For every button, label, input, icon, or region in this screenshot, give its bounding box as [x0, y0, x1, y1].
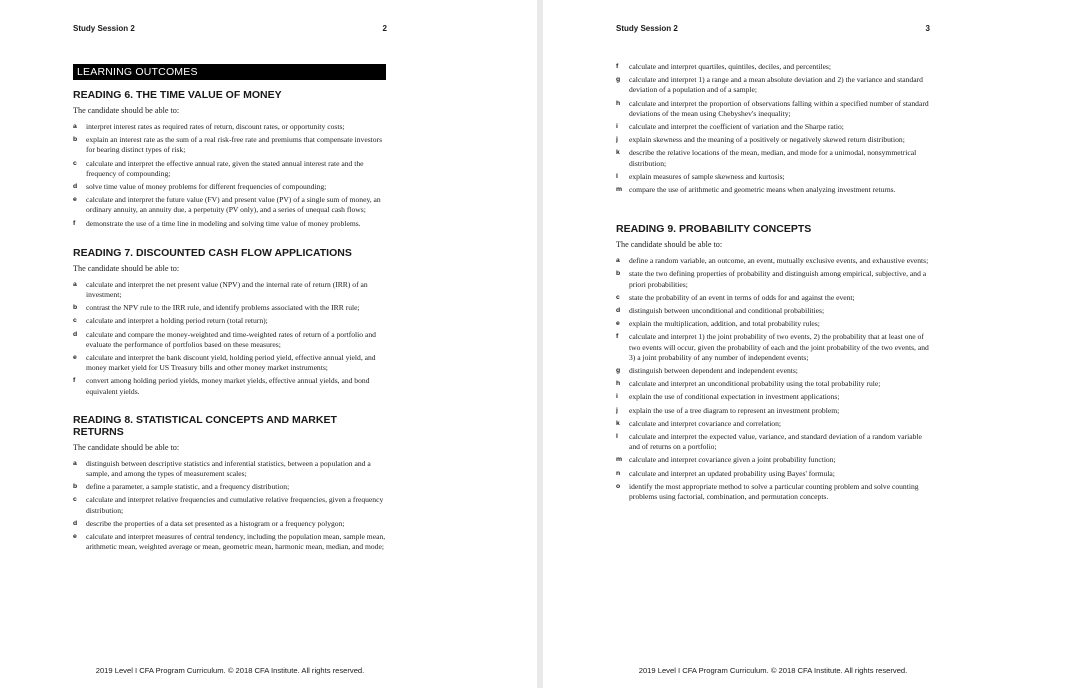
outcome-item: [73, 482, 386, 492]
outcome-letter: c: [73, 159, 77, 167]
outcome-item: [73, 122, 386, 132]
outcome-item: [73, 135, 386, 155]
outcome-item: [73, 376, 386, 396]
continued-outcome-list: [616, 62, 929, 195]
outcome-text: demonstrate the use of a time line in modeling and solving time value of money problems.: [86, 218, 361, 228]
outcome-item: [616, 379, 929, 389]
outcome-text: identify the most appropriate method to solve a particular counting problem and solve counting problems using factorial, combination, and permutation concepts.: [629, 481, 919, 502]
outcome-letter: k: [616, 419, 620, 427]
page-footer: 2019 Level I CFA Program Curriculum. © 2018 CFA Institute. All rights reserved.: [95, 666, 365, 675]
outcome-item: [73, 195, 386, 215]
outcome-text: calculate and interpret quartiles, quintiles, deciles, and percentiles;: [629, 62, 831, 71]
outcome-item: [73, 182, 386, 192]
outcome-item: [73, 316, 386, 326]
outcome-letter: a: [73, 123, 77, 130]
outcome-item: [616, 185, 929, 195]
outcome-letter: a: [73, 280, 77, 288]
running-header: [73, 24, 387, 33]
outcome-item: [73, 159, 386, 179]
outcome-text: explain the use of a tree diagram to represent an investment problem;: [629, 405, 840, 415]
outcome-text: contrast the NPV rule to the IRR rule, and identify problems associated with the IRR rule;: [86, 303, 360, 313]
outcome-letter: h: [616, 380, 621, 388]
outcome-item: [73, 330, 386, 350]
outcome-item: [616, 306, 929, 316]
outcome-letter: f: [73, 219, 76, 227]
reading-title: READING 6. THE TIME VALUE OF MONEY: [73, 89, 282, 101]
outcome-item: [616, 482, 929, 502]
outcome-letter: k: [616, 149, 620, 157]
reading-7: [73, 247, 386, 397]
outcome-text: explain skewness and the meaning of a positively or negatively skewed return distribution;: [629, 135, 905, 145]
outcome-item: [616, 62, 929, 72]
outcome-item: [73, 353, 386, 373]
outcome-letter: a: [616, 257, 620, 265]
outcome-text: distinguish between dependent and independent events;: [629, 366, 798, 376]
reading-9: [616, 223, 929, 502]
outcome-letter: b: [616, 270, 621, 278]
outcome-item: [73, 495, 386, 515]
learning-outcomes-banner: LEARNING OUTCOMES: [73, 64, 386, 80]
header-title: Study Session 2: [616, 24, 678, 33]
outcome-text: distinguish between unconditional and conditional probabilities;: [629, 306, 825, 316]
outcome-letter: c: [616, 293, 620, 301]
outcome-letter: i: [616, 123, 618, 131]
outcome-letter: g: [616, 76, 621, 84]
outcome-text: explain measures of sample skewness and kurtosis;: [629, 171, 785, 181]
outcome-list: [73, 122, 386, 229]
outcome-item: [616, 256, 929, 266]
outcome-letter: c: [73, 496, 77, 504]
outcome-text: calculate and interpret the net present value (NPV) and the internal rate of return (IRR) of an investment;: [86, 279, 368, 300]
outcome-item: [616, 469, 929, 479]
outcome-letter: g: [616, 367, 621, 375]
outcome-text: explain an interest rate as the sum of a real risk-free rate and premiums that compensate investors for bearing distinct types of risk;: [86, 135, 383, 155]
reading-intro: The candidate should be able to:: [73, 106, 180, 115]
outcome-text: calculate and interpret covariance given a joint probability function;: [629, 455, 836, 465]
outcome-letter: j: [616, 406, 618, 414]
outcome-text: calculate and compare the money-weighted and time-weighted rates of return of a portfolio and evaluate the performance of portfolios based on these measures;: [86, 329, 376, 349]
outcome-text: calculate and interpret an unconditional probability using the total probability rule;: [629, 379, 881, 389]
reading-title: READING 9. PROBABILITY CONCEPTS: [616, 223, 812, 236]
outcome-item: [616, 172, 929, 182]
outcome-item: [73, 532, 386, 552]
outcome-letter: d: [616, 307, 621, 315]
outcome-text: convert among holding period yields, money market yields, effective annual yields, and bond equivalent yields.: [86, 376, 370, 396]
outcome-text: calculate and interpret 1) a range and a mean absolute deviation and 2) the variance and standard deviation of a population and of a sample;: [629, 75, 923, 95]
outcome-list: [73, 459, 386, 553]
outcome-letter: h: [616, 99, 621, 107]
outcome-text: calculate and interpret covariance and correlation;: [629, 418, 782, 428]
outcome-letter: b: [73, 136, 78, 144]
outcome-item: [616, 319, 929, 329]
outcome-item: [73, 519, 386, 529]
outcome-text: calculate and interpret a holding period return (total return);: [86, 316, 268, 326]
outcome-letter: o: [616, 482, 621, 490]
outcome-text: calculate and interpret the expected value, variance, and standard deviation of a random variable and of returns on a portfolio;: [629, 432, 922, 452]
page-number: 2: [382, 24, 387, 33]
outcome-item: [616, 269, 929, 289]
outcome-letter: d: [73, 519, 78, 527]
reading-6: [73, 89, 386, 229]
outcome-text: explain the use of conditional expectation in investment applications;: [629, 392, 840, 402]
outcome-letter: n: [616, 469, 621, 477]
outcome-letter: m: [616, 186, 623, 194]
outcome-text: define a parameter, a sample statistic, and a frequency distribution;: [86, 482, 290, 492]
reading-8: [73, 414, 386, 553]
outcome-text: describe the relative locations of the mean, median, and mode for a unimodal, nonsymmetrical distribution;: [629, 148, 917, 168]
outcome-letter: e: [73, 196, 77, 204]
outcome-item: [73, 280, 386, 300]
outcome-letter: e: [73, 533, 77, 541]
outcome-item: [616, 122, 929, 132]
reading-intro: The candidate should be able to:: [73, 263, 180, 273]
page-number: 3: [925, 24, 930, 33]
outcome-text: calculate and interpret the coefficient of variation and the Sharpe ratio;: [629, 122, 844, 132]
outcome-letter: a: [73, 459, 77, 467]
outcome-item: [73, 219, 386, 229]
outcome-letter: d: [73, 330, 78, 338]
outcome-item: [616, 75, 929, 95]
right-page: [543, 0, 1080, 688]
outcome-letter: f: [616, 63, 619, 70]
outcome-text: state the two defining properties of probability and distinguish among empirical, subjective, and a priori probabilities;: [629, 269, 927, 289]
left-content: [73, 64, 386, 555]
left-page: [0, 0, 537, 688]
outcome-text: describe the properties of a data set presented as a histogram or a frequency polygon;: [86, 518, 345, 528]
outcome-text: calculate and interpret the future value (FV) and present value (PV) of a single sum of money, an ordinary annuity, an annuity due, a perpetuity (PV only), and a series of unequal cash flows;: [86, 195, 381, 215]
outcome-item: [616, 99, 929, 119]
outcome-text: distinguish between descriptive statistics and inferential statistics, between a population and a sample, and among the types of measurement scales;: [86, 458, 371, 479]
outcome-item: [616, 455, 929, 465]
outcome-item: [73, 303, 386, 313]
outcome-letter: m: [616, 456, 623, 464]
outcome-letter: b: [73, 304, 78, 312]
outcome-text: compare the use of arithmetic and geometric means when analyzing investment returns.: [629, 185, 896, 195]
outcome-letter: d: [73, 183, 78, 191]
outcome-text: define a random variable, an outcome, an event, mutually exclusive events, and exhaustive events;: [629, 256, 929, 266]
outcome-text: calculate and interpret the effective annual rate, given the stated annual interest rate and the frequency of compounding;: [86, 158, 364, 178]
outcome-text: calculate and interpret relative frequencies and cumulative relative frequencies, given a frequency distribution;: [86, 495, 384, 515]
outcome-text: explain the multiplication, addition, and total probability rules;: [629, 319, 820, 329]
outcome-text: solve time value of money problems for different frequencies of compounding;: [86, 182, 327, 192]
outcome-text: calculate and interpret measures of central tendency, including the population mean, sample mean, arithmetic mean, weighted average or mean, geometric mean, harmonic mean, median, and mode;: [86, 532, 386, 552]
outcome-list: [616, 256, 929, 502]
outcome-letter: b: [73, 483, 78, 491]
outcome-letter: j: [616, 136, 618, 144]
right-content: [616, 62, 929, 505]
outcome-text: state the probability of an event in terms of odds for and against the event;: [629, 292, 855, 302]
outcome-letter: i: [616, 393, 618, 401]
outcome-item: [73, 459, 386, 479]
outcome-letter: c: [73, 317, 77, 325]
outcome-item: [616, 406, 929, 416]
outcome-text: interpret interest rates as required rates of return, discount rates, or opportunity costs;: [86, 122, 345, 131]
outcome-text: calculate and interpret the bank discount yield, holding period yield, effective annual yield, and money market yield for US Treasury bills and other money market instruments;: [86, 353, 376, 373]
outcome-item: [616, 432, 929, 452]
header-title: Study Session 2: [73, 24, 135, 33]
reading-intro: The candidate should be able to:: [73, 442, 180, 452]
outcome-letter: f: [73, 377, 76, 385]
outcome-letter: l: [616, 172, 618, 180]
outcome-item: [616, 392, 929, 402]
outcome-letter: f: [616, 333, 619, 341]
outcome-item: [616, 419, 929, 429]
reading-title: READING 8. STATISTICAL CONCEPTS AND MARKET RETURNS: [73, 413, 337, 438]
outcome-item: [616, 148, 929, 168]
outcome-item: [616, 332, 929, 363]
outcome-text: calculate and interpret the proportion of observations falling within a specified number of standard deviations of the mean using Chebyshev's inequality;: [629, 98, 929, 118]
outcome-list: [73, 280, 386, 397]
outcome-letter: e: [616, 320, 620, 328]
outcome-item: [616, 366, 929, 376]
outcome-letter: e: [73, 354, 77, 362]
outcome-item: [616, 293, 929, 303]
page-footer: 2019 Level I CFA Program Curriculum. © 2018 CFA Institute. All rights reserved.: [638, 666, 908, 675]
outcome-text: calculate and interpret 1) the joint probability of two events, 2) the probability that at least one of two events will occur, given the probability of each and the joint probability of the two events, and 3) a joint probability of any number of independent events;: [629, 332, 929, 362]
reading-title: READING 7. DISCOUNTED CASH FLOW APPLICATIONS: [73, 246, 352, 259]
outcome-letter: l: [616, 433, 618, 441]
outcome-text: calculate and interpret an updated probability using Bayes' formula;: [629, 468, 835, 478]
running-header: [616, 24, 930, 33]
outcome-item: [616, 135, 929, 145]
reading-intro: The candidate should be able to:: [616, 240, 723, 250]
